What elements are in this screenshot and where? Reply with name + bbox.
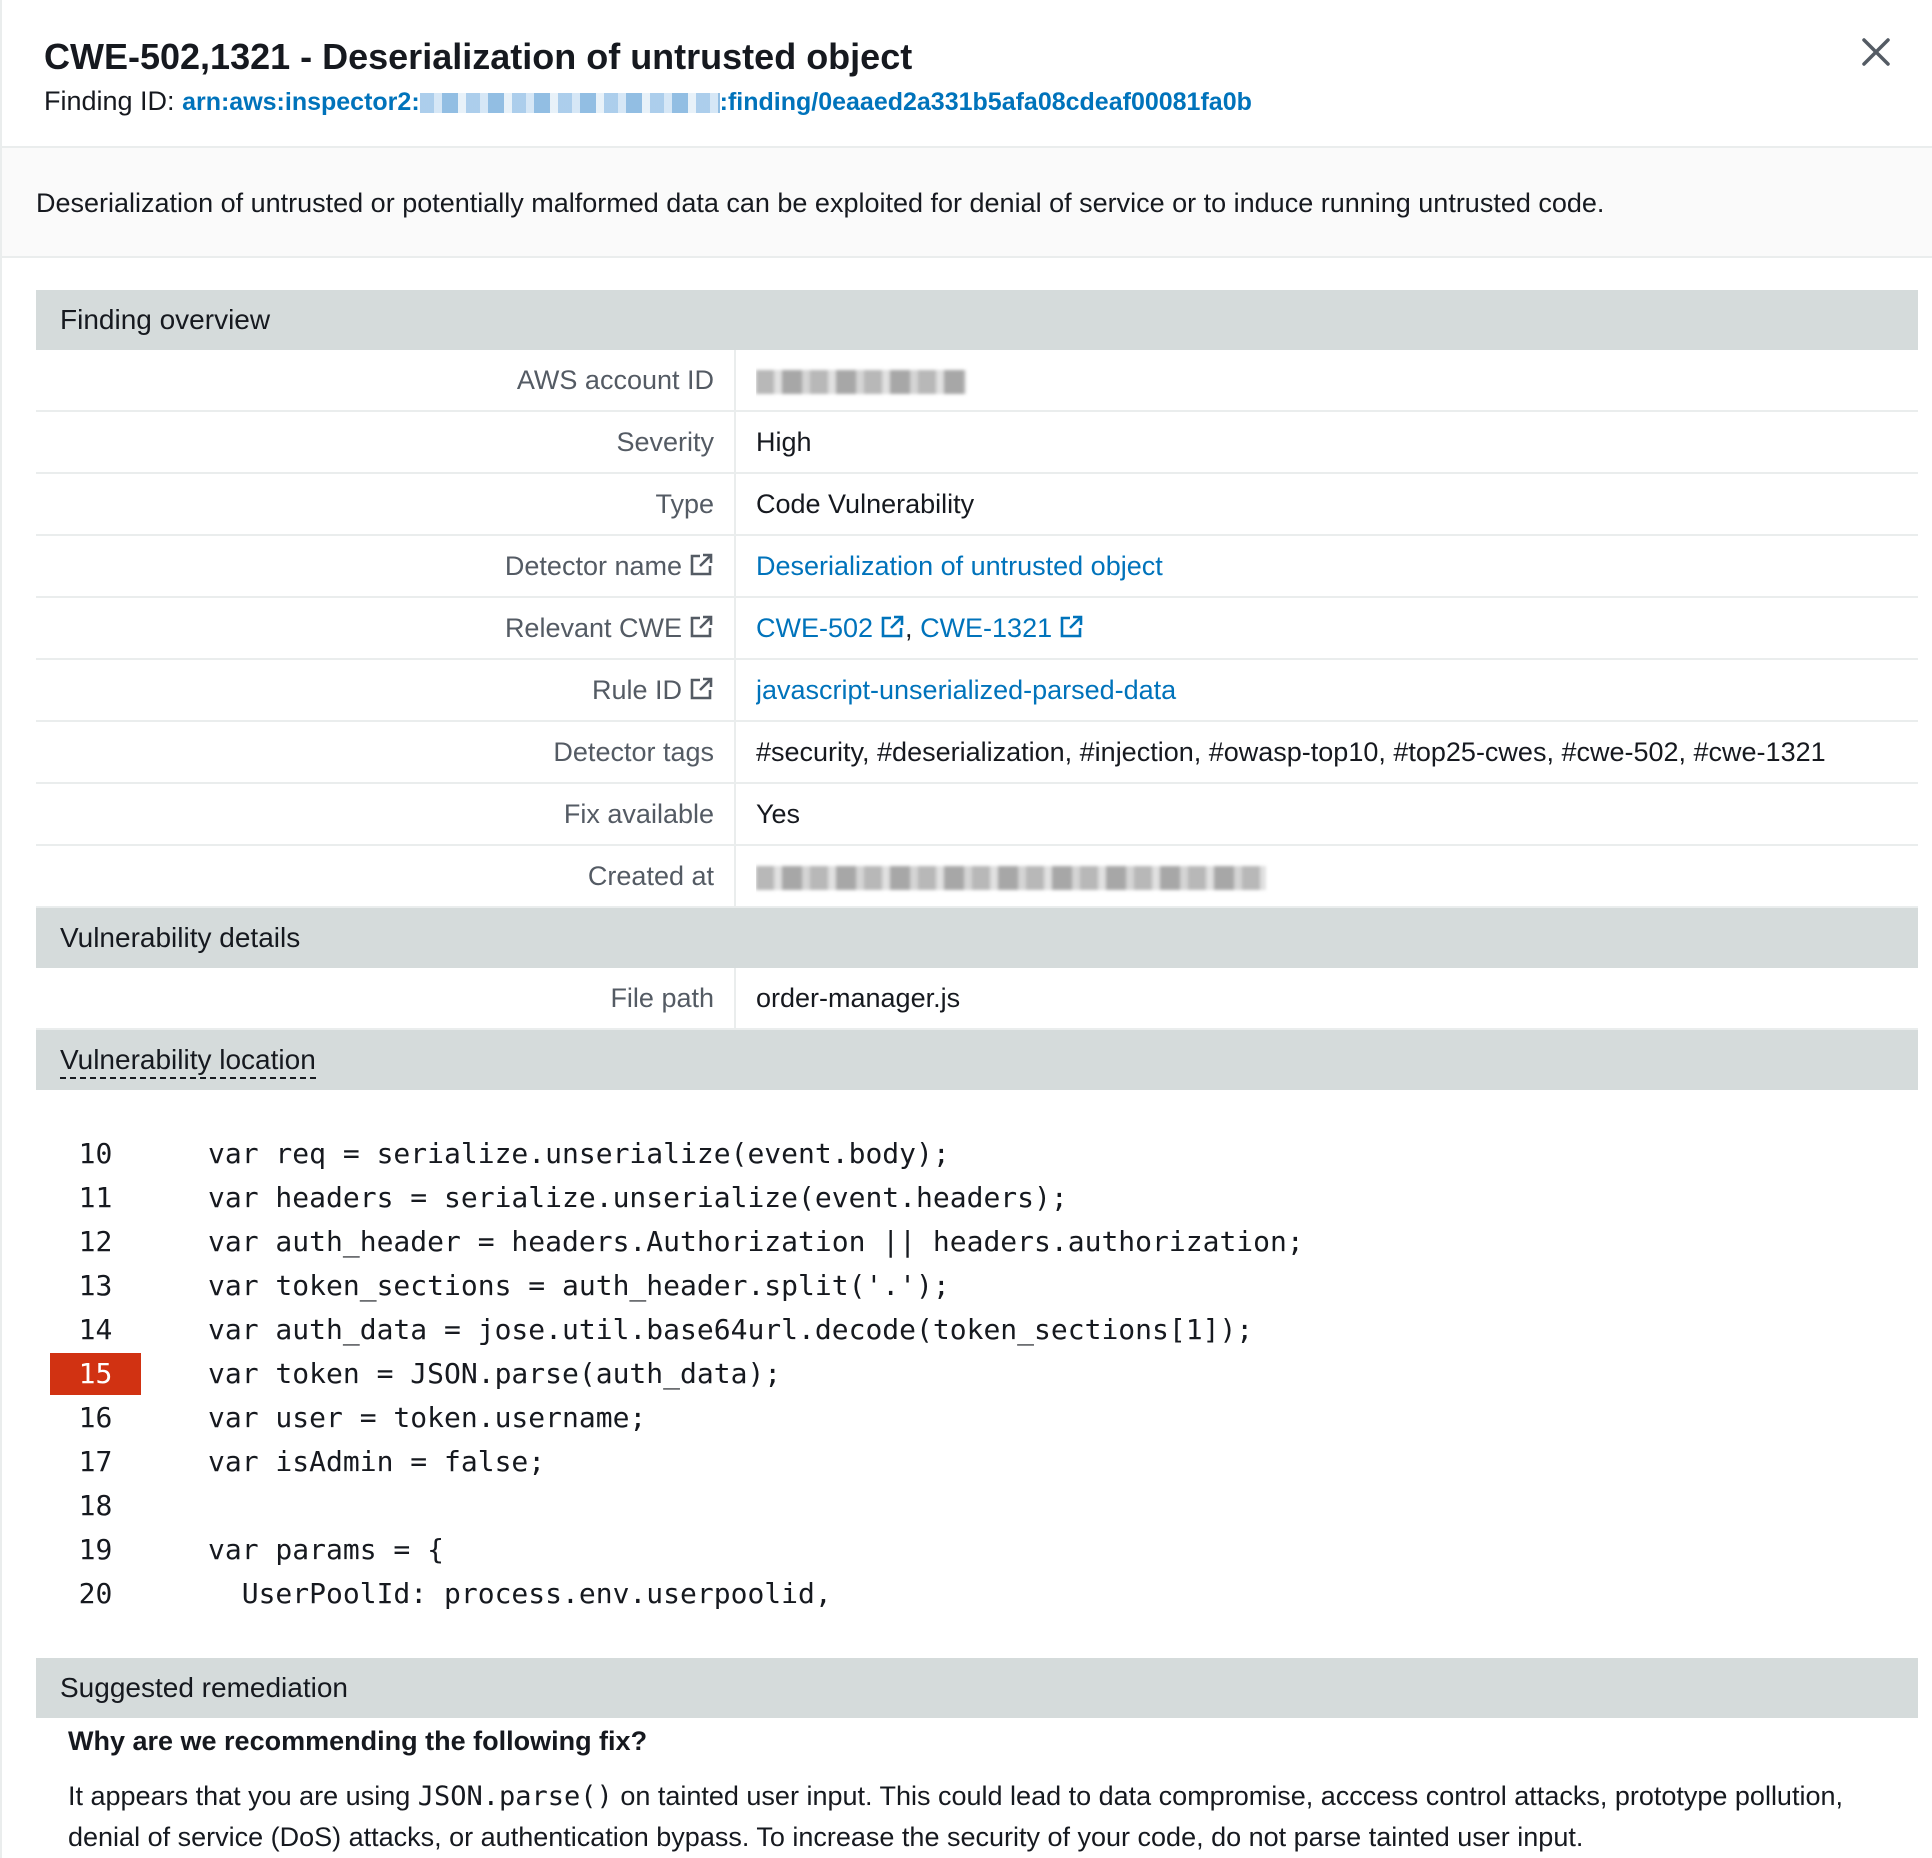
page-title: CWE-502,1321 - Deserialization of untrusted object [44,36,913,77]
created-at-label: Created at [36,846,736,906]
created-at-value [756,846,1916,906]
detector-tags-value: #security, #deserialization, #injection, #owasp-top10, #top25-cwes, #cwe-502, #cwe-1321 [756,737,1826,767]
line-number: 10 [78,1137,113,1170]
type-value: Code Vulnerability [756,489,975,519]
line-number: 17 [78,1445,113,1478]
aws-account-id-value [756,350,1916,410]
fix-available-value: Yes [756,799,801,829]
line-number: 11 [78,1181,113,1214]
close-button[interactable] [1854,30,1898,74]
line-number: 14 [78,1313,113,1346]
line-number: 12 [78,1225,113,1258]
code-text: var isAdmin = false; [208,1445,546,1478]
code-line [50,1484,1910,1528]
relevant-cwe-value [756,598,1916,658]
row-type [36,474,1918,536]
code-text: var params = { [208,1533,445,1566]
external-link-icon [1058,614,1084,640]
description-band [2,148,1932,258]
cwe-1321-text: CWE-1321 [920,613,1053,643]
remediation-inline-code: JSON.parse() [417,1781,613,1812]
row-file-path [36,968,1918,1030]
code-snippet [50,1132,1910,1616]
finding-description: Deserialization of untrusted or potentially malformed data can be exploited for denial of service or to induce running untrusted code. [36,188,1605,218]
rule-id-link[interactable]: javascript-unserialized-parsed-data [756,675,1177,705]
row-rule-id [36,660,1918,722]
code-line [50,1220,1910,1264]
code-text: UserPoolId: process.env.userpoolid, [208,1577,832,1610]
remediation-text-before: It appears that you are using [68,1781,418,1811]
finding-id-suffix: :finding/0eaaed2a331b5afa08cdeaf00081fa0b [719,88,1252,116]
cwe-502-text: CWE-502 [756,613,874,643]
code-text: var req = serialize.unserialize(event.body); [208,1137,950,1170]
line-number: 13 [78,1269,113,1302]
line-number: 18 [78,1489,113,1522]
row-relevant-cwe [36,598,1918,660]
detector-name-label-text: Detector name [504,551,682,581]
external-link-icon[interactable] [688,614,714,640]
type-label: Type [36,474,736,534]
suggested-remediation-title: Suggested remediation [60,1672,348,1703]
code-text: var token_sections = auth_header.split('.'); [208,1269,950,1302]
code-line [50,1572,1910,1616]
code-text: var auth_data = jose.util.base64url.decode(token_sections[1]); [208,1313,1254,1346]
line-number: 16 [78,1401,113,1434]
row-detector-name [36,536,1918,598]
file-path-value: order-manager.js [756,983,961,1013]
external-link-icon[interactable] [688,676,714,702]
vulnerability-location-heading [36,1030,1918,1090]
suggested-remediation-heading [36,1658,1918,1718]
finding-id-link[interactable] [182,88,1252,116]
code-line [50,1396,1910,1440]
code-line [50,1308,1910,1352]
code-line [50,1132,1910,1176]
row-detector-tags [36,722,1918,784]
close-icon [1854,30,1898,74]
rule-id-value [756,660,1916,720]
detector-name-link[interactable]: Deserialization of untrusted object [756,551,1163,581]
detector-name-label [36,536,736,596]
severity-value: High [756,427,812,457]
row-fix-available [36,784,1918,846]
vulnerability-location-title[interactable]: Vulnerability location [60,1044,316,1079]
external-link-icon [879,614,905,640]
code-line [50,1528,1910,1572]
vulnerability-details-title: Vulnerability details [60,922,301,953]
detector-tags-label: Detector tags [36,722,736,782]
redacted-created-at [756,866,1266,890]
cwe-1321-link[interactable] [920,613,1084,643]
rule-id-label [36,660,736,720]
file-path-label: File path [36,968,736,1028]
code-text: var user = token.username; [208,1401,647,1434]
row-aws-account-id [36,350,1918,412]
finding-id-label: Finding ID: [44,86,175,116]
rule-id-label-text: Rule ID [591,675,682,705]
remediation-text [68,1776,1868,1857]
fix-available-label: Fix available [36,784,736,844]
finding-overview-heading [36,290,1918,350]
aws-account-id-label: AWS account ID [36,350,736,410]
line-number: 19 [78,1533,113,1566]
code-line [50,1440,1910,1484]
line-number: 20 [78,1577,113,1610]
vulnerability-details-heading [36,908,1918,968]
finding-id-prefix: arn:aws:inspector2: [182,88,420,116]
code-line [50,1176,1910,1220]
relevant-cwe-label [36,598,736,658]
code-text: var auth_header = headers.Authorization || headers.authorization; [208,1225,1304,1258]
code-text: var token = JSON.parse(auth_data); [208,1357,782,1390]
detector-name-value [756,536,1916,596]
row-severity [36,412,1918,474]
external-link-icon[interactable] [688,552,714,578]
row-created-at [36,846,1918,908]
remediation-text-after: on tainted user input. This could lead to data compromise, acccess control attacks, prototype pollution, denial of service (DoS) attacks, or authentication bypass. To increase the security of your code, do not parse tainted user input. [68,1781,1843,1852]
highlighted-line-number: 15 [50,1353,141,1395]
relevant-cwe-label-text: Relevant CWE [504,613,682,643]
cwe-separator: , [905,613,913,643]
cwe-502-link[interactable] [756,613,905,643]
finding-overview-title: Finding overview [60,304,271,335]
code-line [50,1264,1910,1308]
redacted-account-id [420,93,720,113]
redacted-account-value [756,370,966,394]
panel-header [2,0,1932,148]
code-line [50,1352,1910,1396]
code-text: var headers = serialize.unserialize(event.headers); [208,1181,1068,1214]
severity-label: Severity [36,412,736,472]
remediation-question: Why are we recommending the following fix? [68,1726,648,1756]
finding-id [44,86,1252,117]
